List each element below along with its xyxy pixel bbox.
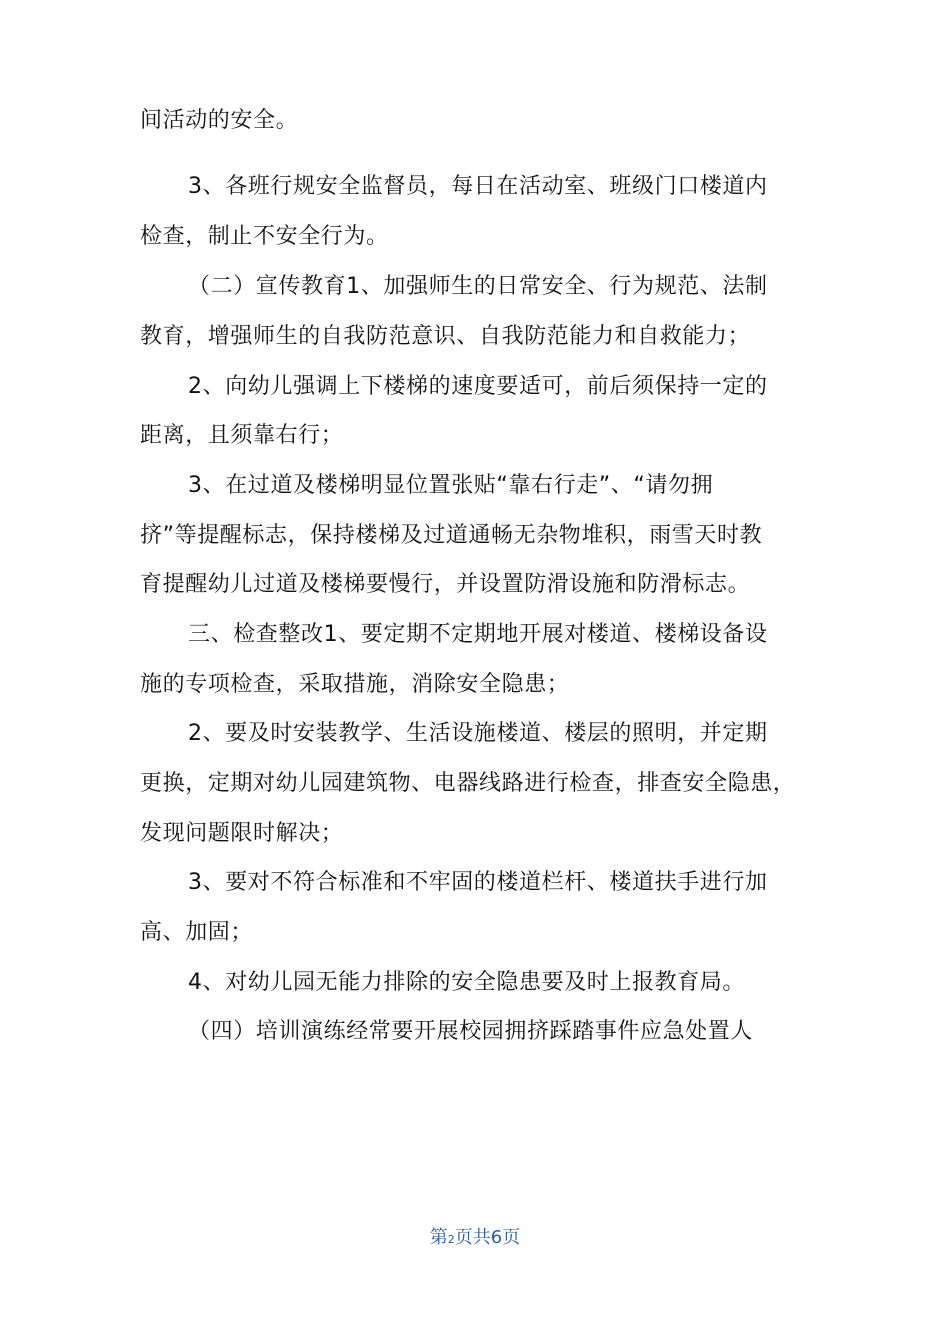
paragraph-line: 育提醒幼儿过道及楼梯要慢行，并设置防滑设施和防滑标志。 xyxy=(140,572,751,597)
paragraph-line: 施的专项检查，采取措施，消除安全隐患； xyxy=(140,672,570,697)
paragraph-line: 检查，制止不安全行为。 xyxy=(140,224,389,249)
paragraph-line: 发现问题限时解决； xyxy=(140,821,344,846)
paragraph-line: 更换，定期对幼儿园建筑物、电器线路进行检查，排查安全隐患， xyxy=(140,771,796,796)
paragraph-line: 4、对幼儿园无能力排除的安全隐患要及时上报教育局。 xyxy=(188,970,745,995)
paragraph-line: 3、在过道及楼梯明显位置张贴“靠右行走”、“请勿拥 xyxy=(188,473,714,498)
paragraph-line: 3、各班行规安全监督员，每日在活动室、班级门口楼道内 xyxy=(188,174,768,199)
paragraph-line: 2、要及时安装教学、生活设施楼道、楼层的照明，并定期 xyxy=(188,721,768,746)
paragraph-line: 高、加固； xyxy=(140,920,254,945)
paragraph-line: 2、向幼儿强调上下楼梯的速度要适可，前后须保持一定的 xyxy=(188,374,768,399)
paragraph-line: （二）宣传教育1、加强师生的日常安全、行为规范、法制 xyxy=(188,274,768,299)
footer-prefix: 第 xyxy=(429,1227,448,1248)
page-footer xyxy=(0,1225,950,1253)
paragraph-line: （四）培训演练经常要开展校园拥挤踩踏事件应急处置人 xyxy=(188,1019,754,1044)
paragraph-line: 3、要对不符合标准和不牢固的楼道栏杆、楼道扶手进行加 xyxy=(188,870,768,895)
paragraph-line: 间活动的安全。 xyxy=(140,108,299,133)
paragraph-line: 三、检查整改1、要定期不定期地开展对楼道、楼梯设备设 xyxy=(188,622,768,647)
footer-total-pages: 6 xyxy=(490,1227,503,1248)
paragraph-line: 挤”等提醒标志，保持楼梯及过道通畅无杂物堆积，雨雪天时教 xyxy=(140,523,763,548)
footer-suffix: 页 xyxy=(502,1227,521,1248)
paragraph-line: 教育，增强师生的自我防范意识、自我防范能力和自救能力； xyxy=(140,324,751,349)
paragraph-line: 距离，且须靠右行； xyxy=(140,423,344,448)
footer-middle: 页共 xyxy=(454,1227,491,1248)
footer-page-number: 2 xyxy=(447,1233,455,1246)
